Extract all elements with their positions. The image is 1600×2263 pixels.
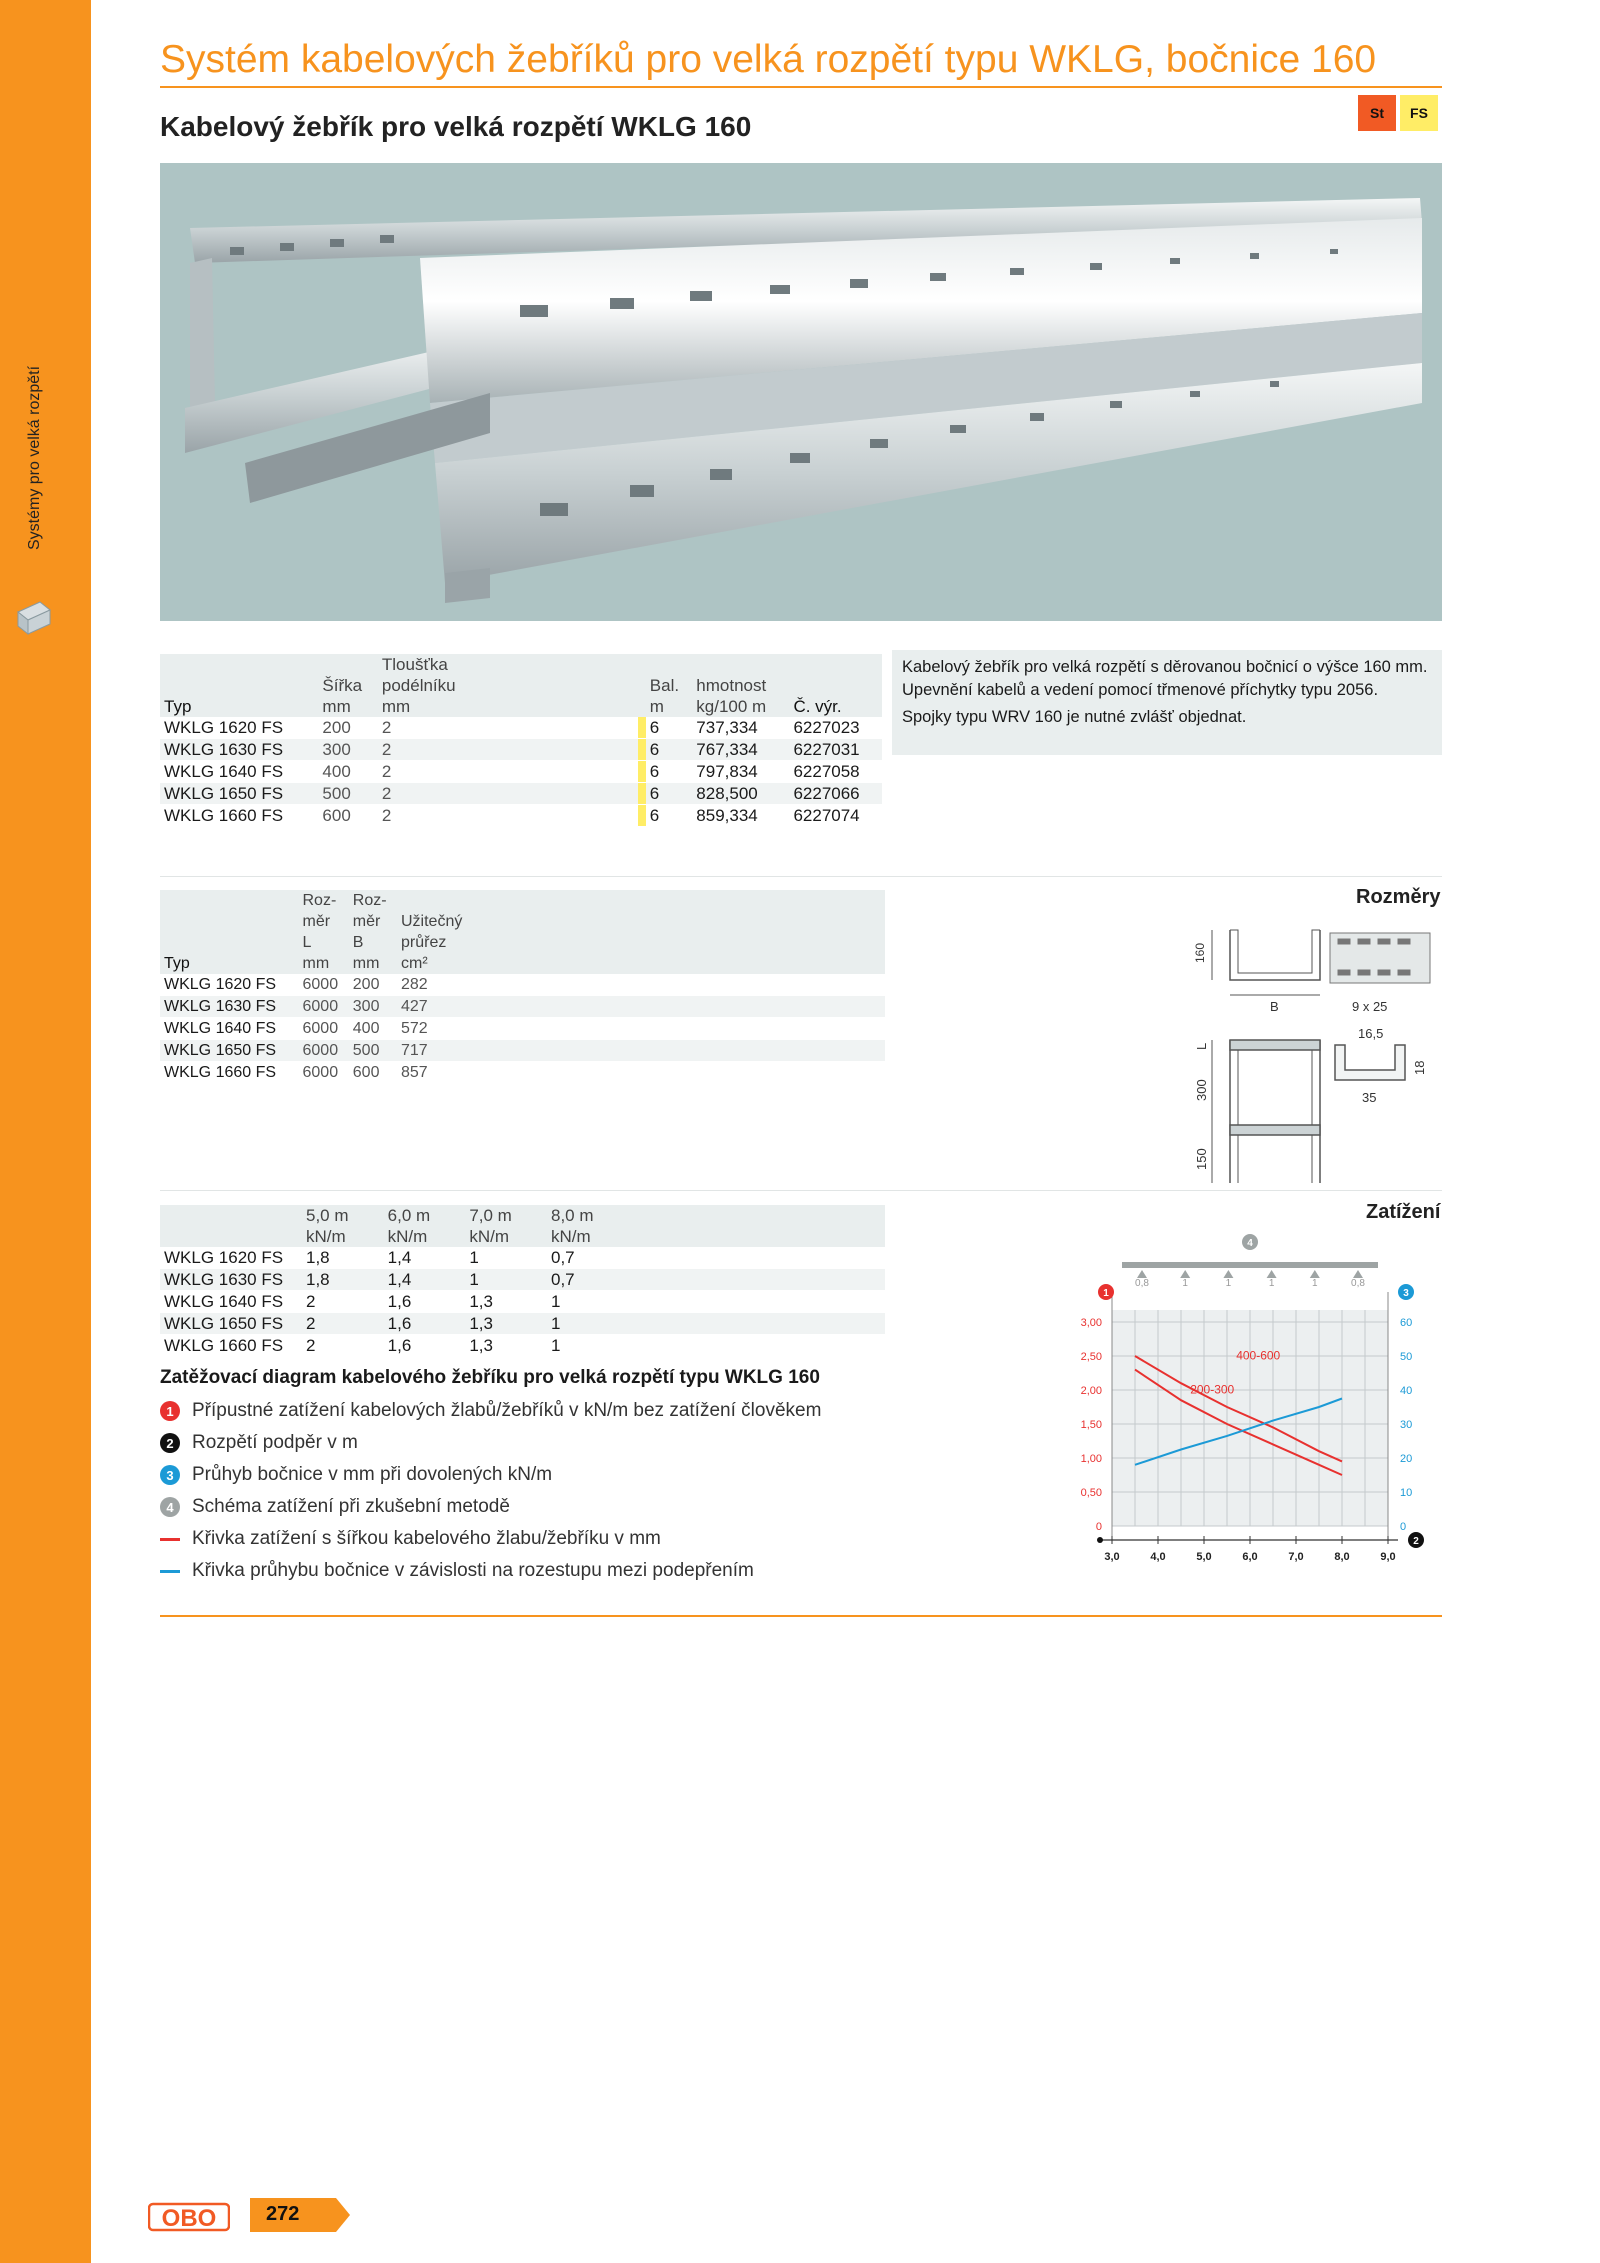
zatizeni-heading: Zatížení: [1366, 1201, 1441, 1223]
marker-3-label: 3: [1403, 1288, 1409, 1299]
col-tloustka: Tloušťka podélníku mm: [381, 655, 456, 716]
dimensions-table: [160, 890, 885, 1084]
y-left-tick-label: 3,00: [1080, 1317, 1102, 1329]
table-row: WKLG 1630 FS 6000 300 427: [160, 996, 885, 1018]
table-row: WKLG 1640 FS 400 2 6 797,834 6227058: [160, 761, 882, 783]
support-marker: [1137, 1270, 1147, 1278]
y-left-tick-label: 1,00: [1080, 1453, 1102, 1465]
support-marker: [1180, 1270, 1190, 1278]
red-line-icon: [160, 1538, 180, 1541]
material-badge-fs: FS: [1400, 95, 1438, 131]
y-left-tick-label: 0: [1095, 1521, 1102, 1533]
x-tick-label: 8,0: [1334, 1551, 1350, 1563]
legend-title: Zatěžovací diagram kabelového žebříku pro velká rozpětí typu WKLG 160: [160, 1367, 820, 1388]
marker-4-icon: 4: [160, 1497, 180, 1517]
marker-1-label: 1: [1103, 1288, 1109, 1299]
y-right-tick-label: 10: [1400, 1487, 1413, 1499]
table-row: WKLG 1650 FS 6000 500 717: [160, 1040, 885, 1062]
x-tick-label: 6,0: [1242, 1551, 1258, 1563]
col-rozmer-l: Roz- měr L mm: [302, 892, 337, 972]
x-tick-label: 5,0: [1196, 1551, 1212, 1563]
bottom-rule: [160, 1615, 1442, 1617]
legend-item: 2 Rozpětí podpěr v m: [160, 1427, 900, 1459]
section-divider: [160, 1190, 1442, 1191]
dim-l: L: [1194, 1042, 1209, 1050]
load-scheme-label: 0,8: [1351, 1278, 1365, 1289]
col-hmotnost: hmotnost kg/100 m: [696, 676, 767, 716]
table-row: WKLG 1640 FS 2 1,6 1,3 1: [160, 1291, 885, 1313]
page-number: 272: [266, 2203, 300, 2225]
x-tick-label: 4,0: [1150, 1551, 1166, 1563]
product-image: [160, 163, 1442, 621]
obo-logo: [148, 2200, 230, 2234]
y-left-tick-label: 2,00: [1080, 1385, 1102, 1397]
dim-16-5: 16,5: [1358, 1026, 1384, 1041]
series-label: 400-600: [1236, 1348, 1281, 1363]
diagram-legend: [160, 1367, 900, 1587]
col-5m: 5,0 m kN/m: [306, 1206, 349, 1246]
col-cvyr: Č. výr.: [793, 697, 842, 716]
axis-origin-dot: [1097, 1537, 1103, 1543]
col-uzitecny-prurez: Užitečný průřez cm²: [401, 913, 463, 972]
col-7m: 7,0 m kN/m: [469, 1206, 512, 1246]
rozmery-heading: Rozměry: [1356, 886, 1441, 908]
col-sirka: Šířka mm: [322, 676, 363, 716]
dim-18: 18: [1412, 1060, 1427, 1075]
blue-line-icon: [160, 1570, 180, 1573]
load-scheme-label: 0,8: [1135, 1278, 1149, 1289]
support-marker: [1267, 1270, 1277, 1278]
dim-300: 300: [1194, 1079, 1209, 1101]
y-right-tick-label: 0: [1400, 1521, 1407, 1533]
col-bal: Bal. m: [649, 676, 680, 716]
material-badge-st: St: [1358, 95, 1396, 131]
title-rule: [160, 86, 1442, 88]
support-marker: [1223, 1270, 1233, 1278]
x-tick-label: 3,0: [1104, 1551, 1120, 1563]
table-row: WKLG 1620 FS 200 2 6 737,334 6227023: [160, 717, 882, 739]
y-right-tick-label: 60: [1400, 1317, 1413, 1329]
marker-3-icon: 3: [160, 1465, 180, 1485]
section-divider: [160, 876, 1442, 877]
support-marker: [1310, 1270, 1320, 1278]
x-tick-label: 9,0: [1380, 1551, 1396, 1563]
table-row: WKLG 1630 FS 300 2 6 767,334 6227031: [160, 739, 882, 761]
support-marker: [1353, 1270, 1363, 1278]
table-row: WKLG 1660 FS 2 1,6 1,3 1: [160, 1335, 885, 1357]
logo-text: OBO: [161, 2205, 217, 2232]
product-title: Kabelový žebřík pro velká rozpětí WKLG 160: [160, 111, 752, 142]
table-row: WKLG 1660 FS 600 2 6 859,334 6227074: [160, 805, 882, 827]
section-label: Systémy pro velká rozpětí: [26, 365, 43, 550]
y-left-tick-label: 2,50: [1080, 1351, 1102, 1363]
table-row: WKLG 1630 FS 1,8 1,4 1 0,7: [160, 1269, 885, 1291]
page-number-tab: [250, 2198, 350, 2232]
marker-2-icon: 2: [160, 1433, 180, 1453]
dim-35: 35: [1362, 1090, 1377, 1105]
col-rozmer-b: Roz- měr B mm: [352, 892, 387, 972]
page-title: Systém kabelových žebříků pro velká rozpětí typu WKLG, bočnice 160: [160, 38, 1377, 81]
col-typ: Typ: [164, 697, 192, 716]
y-right-tick-label: 20: [1400, 1453, 1413, 1465]
y-right-tick-label: 30: [1400, 1419, 1413, 1431]
dim-150: 150: [1194, 1148, 1209, 1170]
y-left-tick-label: 1,50: [1080, 1419, 1102, 1431]
load-scheme-label: 1: [1182, 1278, 1188, 1289]
cable-ladder-icon: [16, 598, 52, 638]
load-scheme-label: 1: [1268, 1278, 1275, 1289]
table-row: WKLG 1660 FS 6000 600 857: [160, 1062, 885, 1084]
col-6m: 6,0 m kN/m: [387, 1206, 431, 1246]
load-scheme-label: 1: [1312, 1278, 1318, 1289]
load-scheme-bar: [1122, 1262, 1378, 1268]
table-row: WKLG 1620 FS 1,8 1,4 1 0,7: [160, 1247, 885, 1269]
table-row: WKLG 1650 FS 2 1,6 1,3 1: [160, 1313, 885, 1335]
col-8m: 8,0 m kN/m: [551, 1206, 594, 1246]
marker-1-icon: 1: [160, 1401, 180, 1421]
dimension-drawing: [1190, 915, 1445, 1190]
product-description: Kabelový žebřík pro velká rozpětí s děrovanou bočnicí o výšce 160 mm. Upevnění kabelů a vedení pomocí třmenové příchytky typu 2056. Spojky typu WRV 160 je nutné zvlášť objednat.: [892, 650, 1442, 755]
dim-9x25: 9 x 25: [1352, 999, 1388, 1014]
load-table: [160, 1205, 885, 1357]
series-label: 200-300: [1190, 1382, 1235, 1397]
table-row: WKLG 1620 FS 6000 200 282: [160, 974, 885, 996]
legend-item: 3 Průhyb bočnice v mm při dovolených kN/m: [160, 1459, 900, 1491]
legend-item: Křivka zatížení s šířkou kabelového žlabu/žebříku v mm: [160, 1523, 900, 1555]
col-typ: Typ: [164, 955, 190, 972]
table-row: WKLG 1650 FS 500 2 6 828,500 6227066: [160, 783, 882, 805]
load-scheme-label: 1: [1225, 1278, 1232, 1289]
legend-item: 4 Schéma zatížení při zkušební metodě: [160, 1491, 900, 1523]
legend-item: Křivka průhybu bočnice v závislosti na rozestupu mezi podepřením: [160, 1555, 900, 1587]
dim-b: B: [1270, 999, 1279, 1014]
table-row: WKLG 1640 FS 6000 400 572: [160, 1018, 885, 1040]
marker-2-label: 2: [1413, 1536, 1419, 1547]
load-diagram: [1050, 1230, 1450, 1580]
legend-item: 1 Přípustné zatížení kabelových žlabů/žebříků v kN/m bez zatížení člověkem: [160, 1395, 900, 1427]
y-left-tick-label: 0,50: [1080, 1487, 1102, 1499]
dim-160: 160: [1193, 942, 1207, 963]
product-table: [160, 654, 882, 827]
x-tick-label: 7,0: [1288, 1551, 1304, 1563]
sidebar-band: [0, 0, 91, 2263]
y-right-tick-label: 40: [1400, 1385, 1413, 1397]
marker-4-label: 4: [1247, 1238, 1253, 1249]
y-right-tick-label: 50: [1400, 1351, 1413, 1363]
